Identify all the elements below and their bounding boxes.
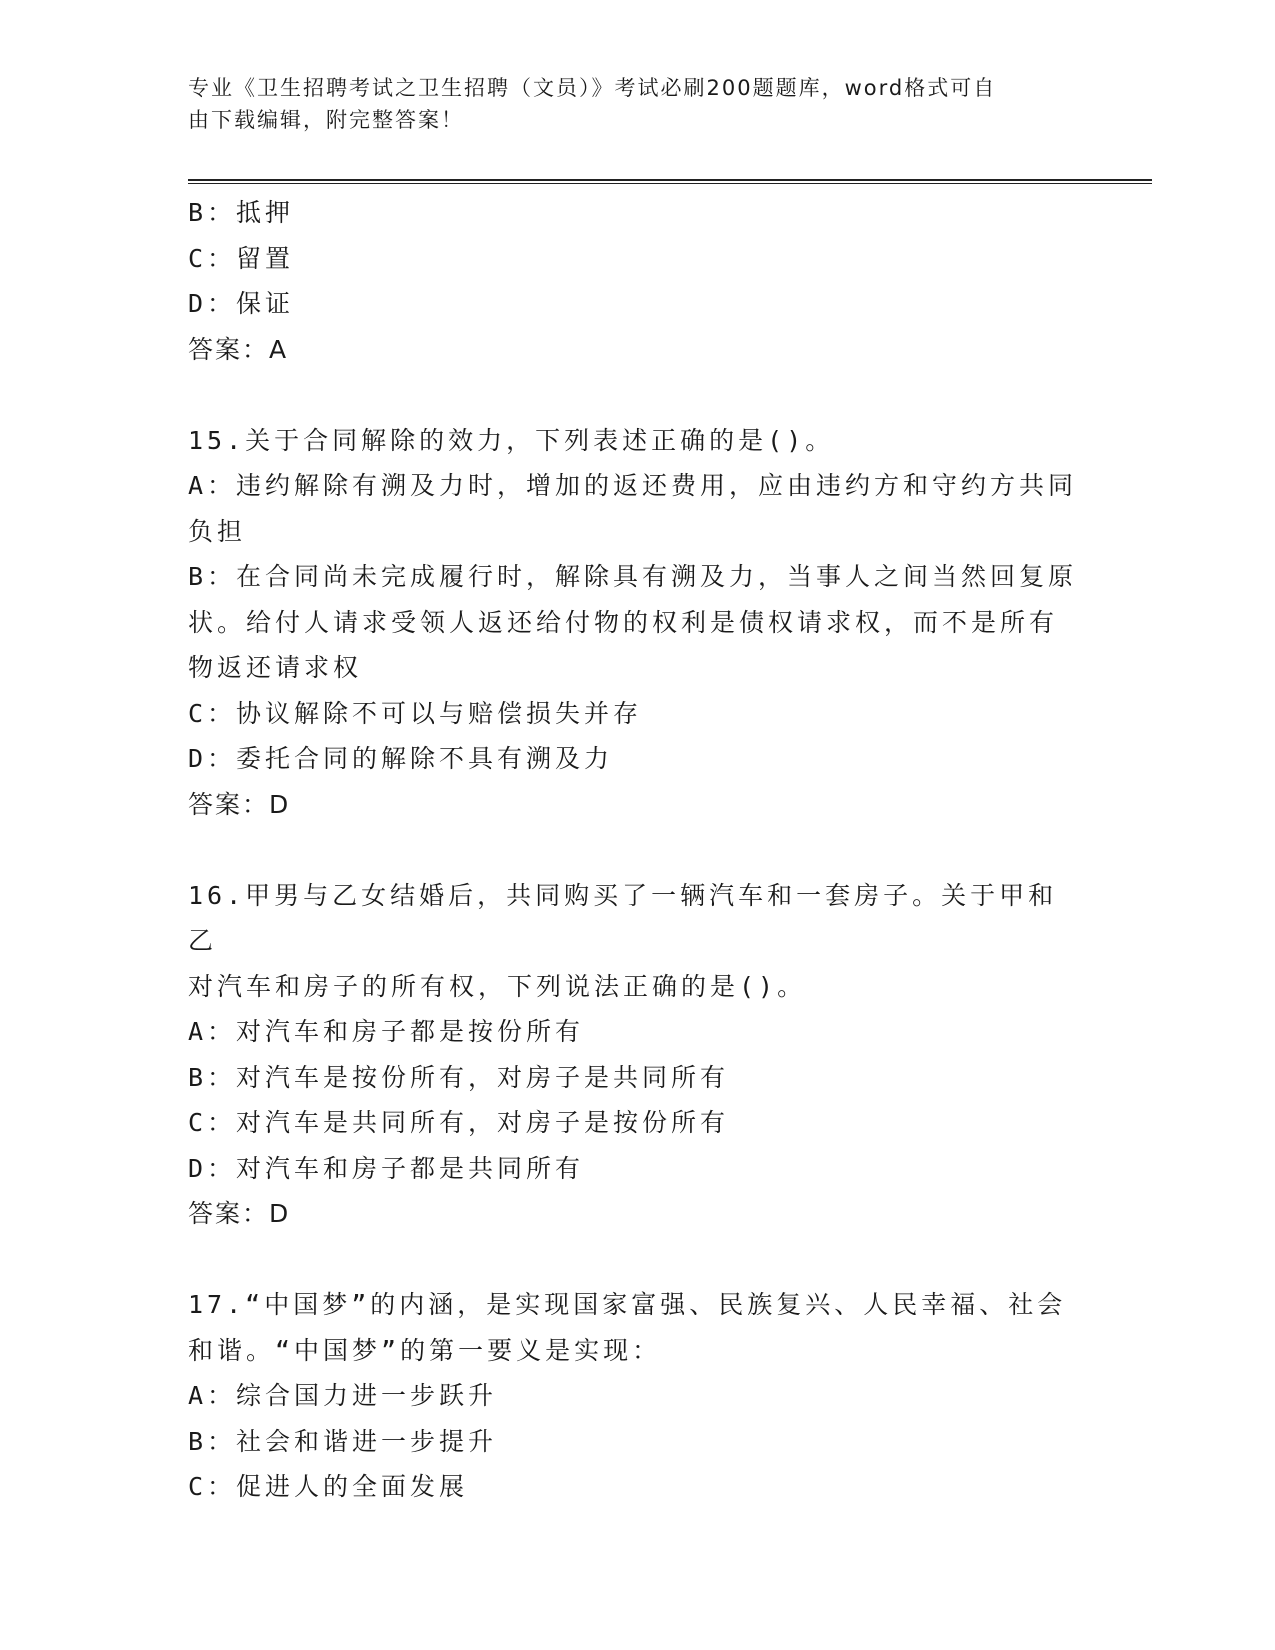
option-c: C：对汽车是共同所有，对房子是按份所有 xyxy=(188,1108,730,1137)
question-stem: 16.甲男与乙女结婚后，共同购买了一辆汽车和一套房子。关于甲和乙 xyxy=(188,880,1058,955)
option-b-continued: 物返还请求权 xyxy=(188,653,363,682)
spacer xyxy=(188,827,1078,873)
question-stem: 17.“中国梦”的内涵，是实现国家富强、民族复兴、人民幸福、社会 xyxy=(188,1290,1067,1319)
spacer xyxy=(188,372,1078,418)
answer: 答案：D xyxy=(188,789,291,819)
option-d: D：委托合同的解除不具有溯及力 xyxy=(188,744,614,773)
option-d: D：对汽车和房子都是共同所有 xyxy=(188,1153,585,1183)
option-b-continued: 状。给付人请求受领人返还给付物的权利是债权请求权，而不是所有 xyxy=(188,607,1059,637)
header-line-2: 由下载编辑，附完整答案！ xyxy=(188,108,464,132)
answer: 答案：D xyxy=(188,1199,291,1228)
header-divider-thick xyxy=(188,179,1152,181)
question-17 xyxy=(188,1282,1078,1510)
option-a: A：综合国力进一步跃升 xyxy=(188,1381,498,1410)
option-b: B：抵押 xyxy=(188,198,295,227)
question-stem-continued: 对汽车和房子的所有权，下列说法正确的是()。 xyxy=(188,971,807,1001)
spacer xyxy=(188,1237,1078,1283)
question-content xyxy=(188,190,1078,1510)
option-b: B：社会和谐进一步提升 xyxy=(188,1426,498,1456)
option-b: B：在合同尚未完成履行时，解除具有溯及力，当事人之间当然回复原 xyxy=(188,562,1078,591)
option-a: A：违约解除有溯及力时，增加的返还费用，应由违约方和守约方共同 xyxy=(188,471,1078,500)
option-d: D：保证 xyxy=(188,289,295,318)
option-c: C：协议解除不可以与赔偿损失并存 xyxy=(188,698,643,728)
option-a-continued: 负担 xyxy=(188,516,247,546)
question-16 xyxy=(188,873,1078,1237)
option-b: B：对汽车是按份所有，对房子是共同所有 xyxy=(188,1062,730,1092)
option-c: C：留置 xyxy=(188,243,295,273)
header-divider-thin xyxy=(188,183,1152,184)
prev-question xyxy=(188,190,1078,372)
question-stem: 15.关于合同解除的效力，下列表述正确的是()。 xyxy=(188,425,835,455)
option-a: A：对汽车和房子都是按份所有 xyxy=(188,1017,585,1046)
document-header xyxy=(188,72,1068,136)
answer: 答案：A xyxy=(188,334,289,364)
question-stem-continued: 和谐。“中国梦”的第一要义是实现： xyxy=(188,1335,662,1365)
option-c: C：促进人的全面发展 xyxy=(188,1472,469,1501)
header-line-1: 专业《卫生招聘考试之卫生招聘（文员）》考试必刷200题题库，word格式可自 xyxy=(188,76,997,100)
question-15 xyxy=(188,418,1078,828)
